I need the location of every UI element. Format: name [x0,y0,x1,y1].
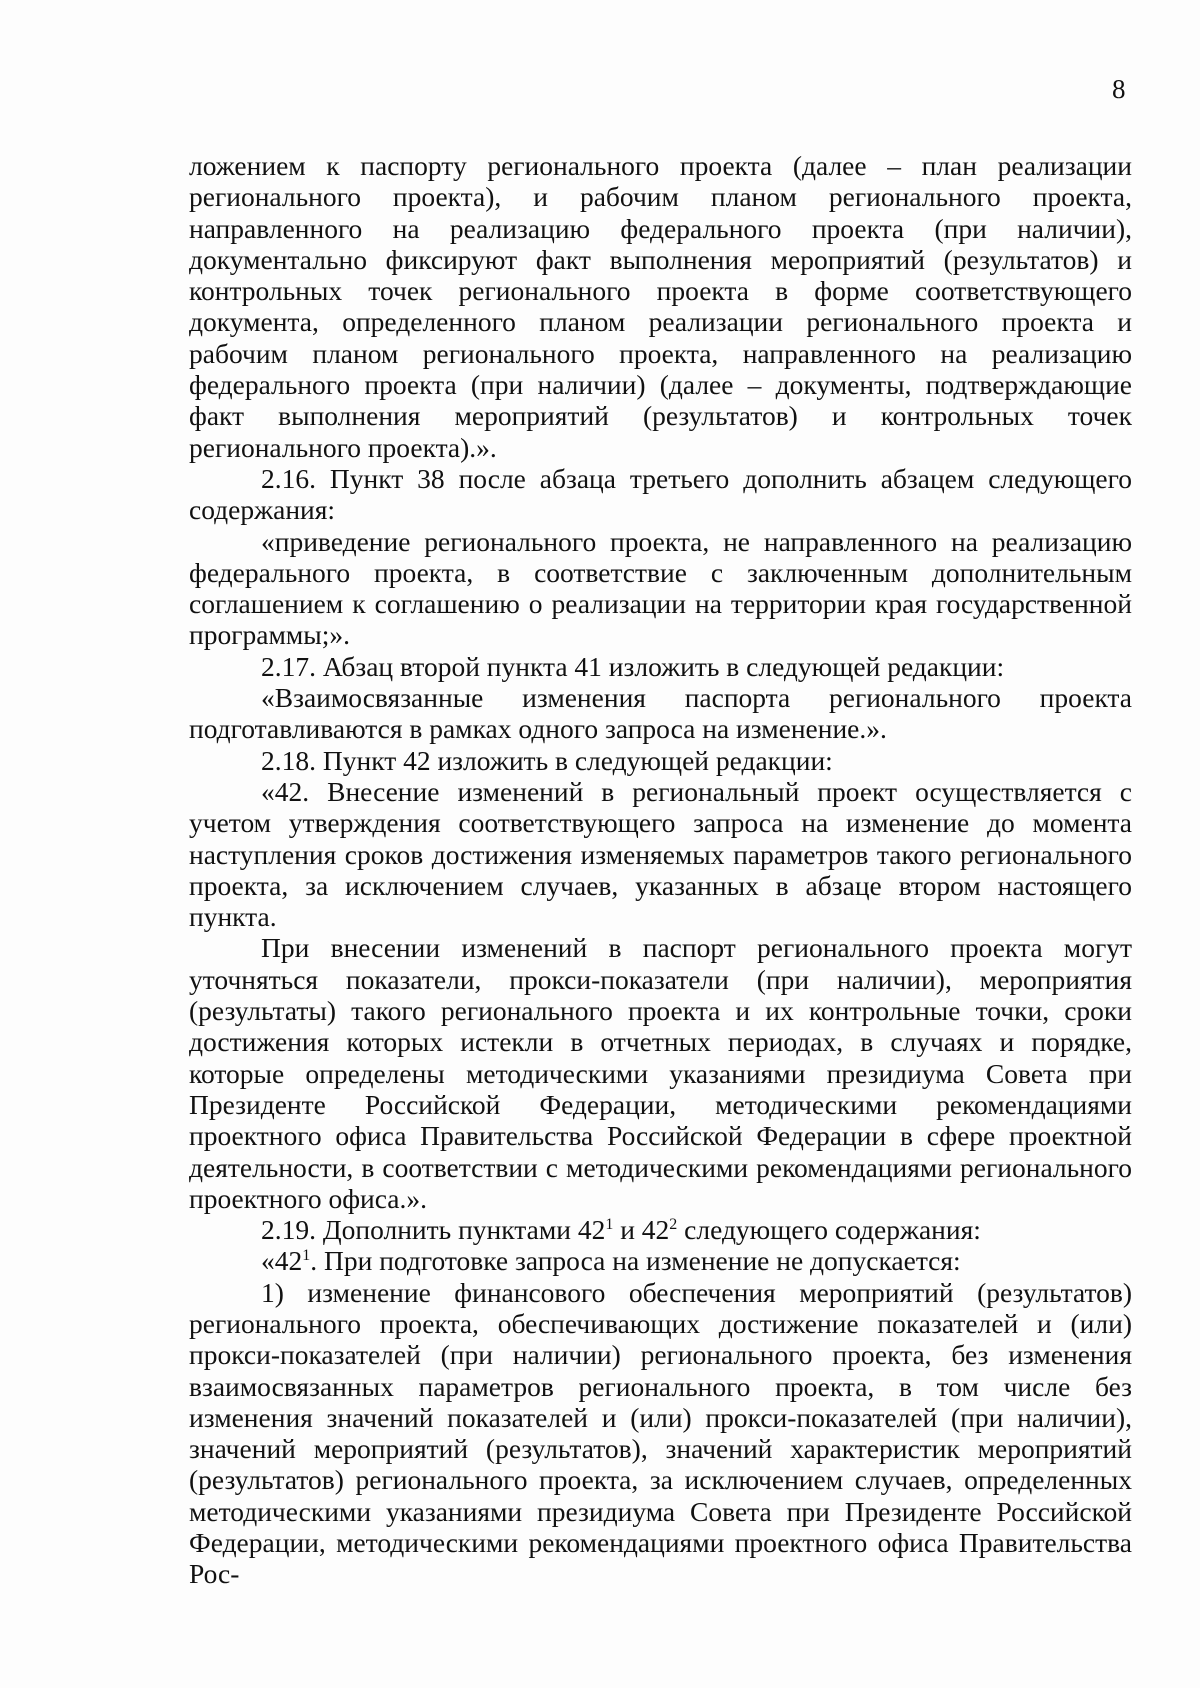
paragraph-quote-2-17: «Взаимосвязанные изменения паспорта регионального проекта подготавливаются в рамках одного запроса на изменение.». [189,682,1132,745]
text-run: следующего содержания: [677,1214,981,1246]
paragraph-item-2-18: 2.18. Пункт 42 изложить в следующей редакции: [261,744,833,776]
paragraph-quote-42-1 [189,1245,1132,1276]
superscript: 1 [302,1247,311,1265]
paragraph-continuation: ложением к паспорту регионального проекта (далее – план реализации регионального проекта), и рабочим планом регионального проекта, направленного на реализацию федерального проекта (при наличии), документально фиксируют факт выполнения мероприятий (результатов) и контрольных точек регионального проекта в форме соответствующего документа, определенного планом реализации регионального проекта и рабочим планом регионального проекта, направленного на реализацию федерального проекта (при наличии) (далее – документы, подтверждающие факт выполнения мероприятий (результатов) и контрольных точек регионального проекта).». [189,150,1132,463]
superscript: 1 [605,1215,614,1233]
paragraph-item-2-17: 2.17. Абзац второй пункта 41 изложить в следующей редакции: [261,650,1005,682]
superscript: 2 [669,1215,678,1233]
document-body [189,150,1132,1590]
paragraph-item-2-16: 2.16. Пункт 38 после абзаца третьего дополнить абзацем следующего содержания: [189,462,1132,526]
text-run: 2.19. Дополнить пунктами 42 [261,1214,606,1246]
paragraph-quote-42-part-2: При внесении изменений в паспорт регионального проекта могут уточняться показатели, прокси-показатели (при наличии), мероприятия (результаты) такого регионального проекта и их контрольные точки, сроки достижения которых истекли в отчетных периодах, в случаях и порядке, которые определены методическими указаниями президиума Совета при Президенте Российской Федерации, методическими рекомендациями проектного офиса Правительства Российской Федерации в сфере проектной деятельности, в соответствии с методическими рекомендациями регионального проектного офиса.». [189,932,1132,1214]
paragraph-item-2-19 [189,1214,1132,1245]
text-run: и 42 [613,1214,670,1246]
page-number: 8 [1112,74,1126,104]
paragraph-quote-42: «42. Внесение изменений в региональный проект осуществляется с учетом утверждения соответствующего запроса на изменение до момента наступления сроков достижения изменяемых параметров такого регионального проекта, за исключением случаев, указанных в абзаце втором настоящего пункта. [189,775,1132,933]
paragraph-quote-2-16: «приведение регионального проекта, не направленного на реализацию федерального проекта, в соответствие с заключенным дополнительным соглашением к соглашению о реализации на территории края государственной программы;». [189,525,1132,651]
paragraph-subitem-1: 1) изменение финансового обеспечения мероприятий (результатов) регионального проекта, обеспечивающих достижение показателей и (или) прокси-показателей (при наличии) регионального проекта, без изменения взаимосвязанных параметров регионального проекта, в том числе без изменения значений показателей и (или) прокси-показателей (при наличии), значений мероприятий (результатов), значений характеристик мероприятий (результатов) регионального проекта, за исключением случаев, определенных методическими указаниями президиума Совета при Президенте Российской Федерации, методическими рекомендациями проектного офиса Правительства Рос- [189,1276,1132,1590]
text-run: «42 [261,1245,303,1277]
text-run: . При подготовке запроса на изменение не допускается: [310,1245,961,1277]
